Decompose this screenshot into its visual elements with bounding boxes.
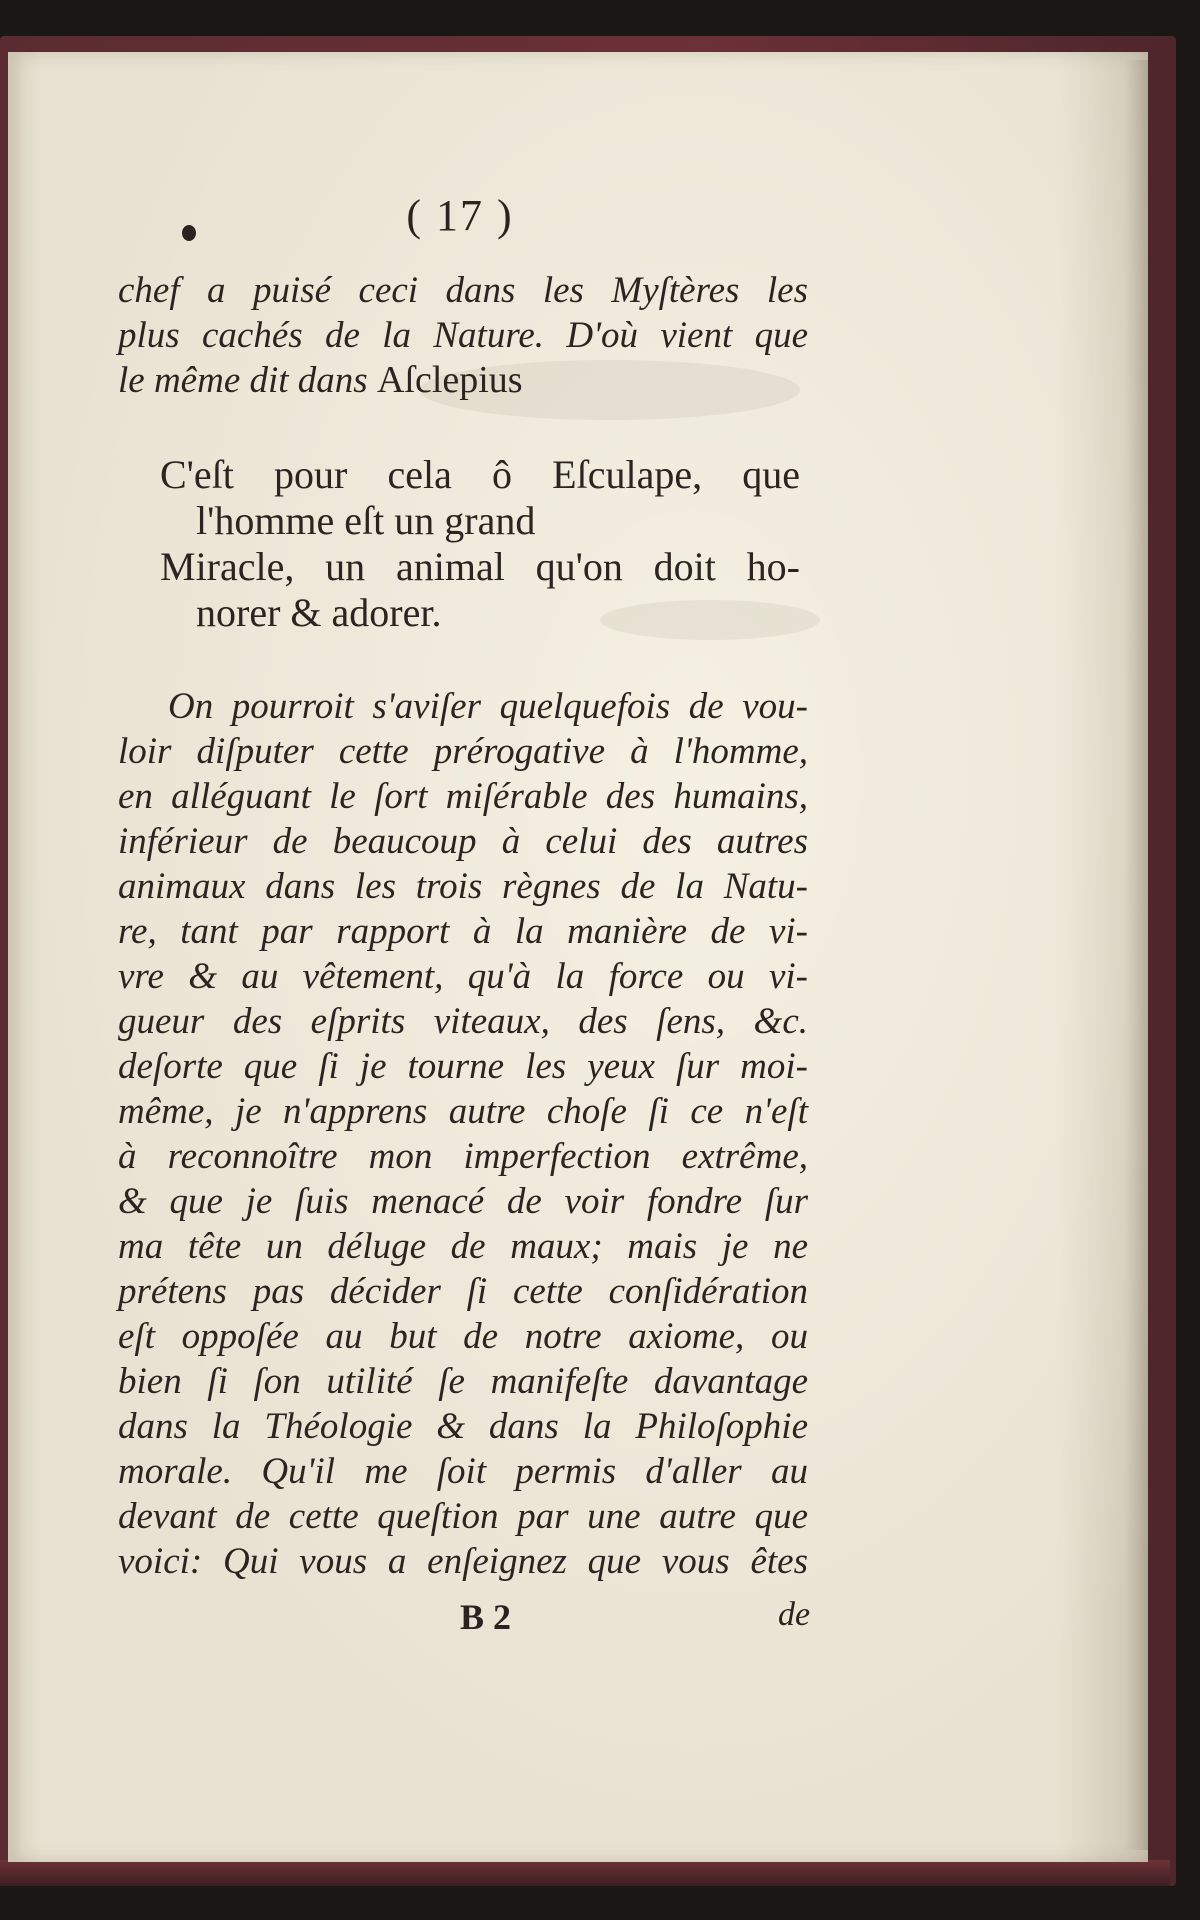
page-fore-edge — [1124, 60, 1148, 1850]
text-line: gueur des eſprits viteaux, des ſens, &c. — [118, 1001, 808, 1042]
signature-mark: B 2 — [460, 1597, 512, 1637]
text-line-roman-name: Aſclepius — [376, 359, 523, 401]
text-line: en alléguant le ſort miſérable des humains, — [118, 776, 808, 817]
quote-line: C'eſt pour cela ô Eſculape, que — [160, 452, 800, 497]
text-line: inférieur de beaucoup à celui des autres — [118, 821, 808, 862]
text-line: re, tant par rapport à la manière de vi- — [118, 911, 808, 952]
page-number: ( 17 ) — [406, 191, 514, 240]
text-line: bien ſi ſon utilité ſe manifeſte davantage — [118, 1361, 808, 1402]
text-line: ma tête un déluge de maux; mais je ne — [118, 1226, 808, 1267]
text-line: même, je n'apprens autre choſe ſi ce n'eſt — [118, 1091, 808, 1132]
text-line: animaux dans les trois règnes de la Natu- — [118, 866, 808, 907]
text-line: à reconnoître mon imperfection extrême, — [118, 1136, 808, 1177]
ink-spot — [182, 225, 196, 241]
text-line: deſorte que ſi je tourne les yeux ſur moi- — [118, 1046, 808, 1087]
catchword: de — [778, 1596, 811, 1633]
bleed-through-smudge — [600, 600, 820, 640]
text-line: loir diſputer cette prérogative à l'homme, — [118, 731, 808, 772]
text-line-italic-part: le même dit dans — [118, 360, 368, 401]
text-line: devant de cette queſtion par une autre que — [118, 1496, 808, 1537]
text-line: dans la Théologie & dans la Philoſophie — [118, 1406, 808, 1447]
text-line: chef a puisé ceci dans les Myſtères les — [118, 270, 808, 311]
text-line: plus cachés de la Nature. D'où vient que — [118, 315, 808, 356]
text-line — [118, 358, 808, 403]
quote-line: Miracle, un animal qu'on doit ho- — [160, 544, 800, 589]
quote-line: norer & adorer. — [196, 590, 442, 635]
text-line: vre & au vêtement, qu'à la force ou vi- — [118, 956, 808, 997]
text-line: & que je ſuis menacé de voir fondre ſur — [118, 1181, 808, 1222]
text-line: eſt oppoſée au but de notre axiome, ou — [118, 1316, 808, 1357]
page-gutter — [8, 52, 22, 1862]
text-line: prétens pas décider ſi cette conſidération — [118, 1271, 808, 1312]
text-line: morale. Qu'il me ſoit permis d'aller au — [118, 1451, 808, 1492]
text-line: On pourroit s'aviſer quelquefois de vou- — [168, 686, 808, 727]
quote-line: l'homme eſt un grand — [196, 498, 536, 543]
text-line: voici: Qui vous a enſeignez que vous êtes — [118, 1541, 808, 1582]
book-cover-bottom-edge — [0, 1860, 1170, 1886]
